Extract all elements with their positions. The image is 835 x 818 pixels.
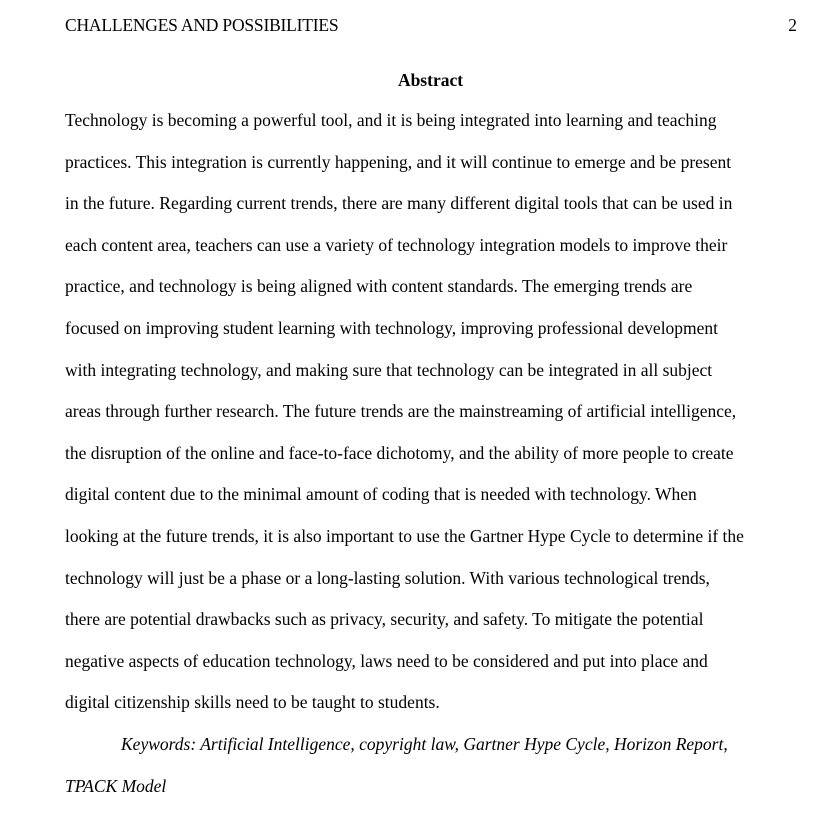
abstract-line: focused on improving student learning with technology, improving professional development bbox=[65, 317, 719, 338]
abstract-line: negative aspects of education technology, laws need to be considered and put into place and bbox=[65, 650, 708, 671]
abstract-line: Technology is becoming a powerful tool, and it is being integrated into learning and teaching bbox=[65, 110, 717, 130]
abstract-heading: Abstract bbox=[397, 70, 464, 90]
running-head: CHALLENGES AND POSSIBILITIES bbox=[65, 15, 339, 35]
abstract-body bbox=[65, 100, 825, 724]
abstract-line: there are potential drawbacks such as privacy, security, and safety. To mitigate the potential bbox=[65, 609, 704, 630]
abstract-line: each content area, teachers can use a variety of technology integration models to improve their bbox=[65, 234, 728, 255]
abstract-line: in the future. Regarding current trends, there are many different digital tools that can be used in bbox=[65, 193, 733, 214]
keywords-line-2: TPACK Model bbox=[65, 775, 167, 796]
abstract-line: technology will just be a phase or a long-lasting solution. With various technological trends, bbox=[65, 567, 710, 588]
abstract-line: digital citizenship skills need to be taught to students. bbox=[65, 692, 440, 713]
keywords-line-1: Keywords: Artificial Intelligence, copyright law, Gartner Hype Cycle, Horizon Report, bbox=[121, 734, 728, 754]
page-number: 2 bbox=[788, 15, 797, 35]
abstract-line: practices. This integration is currently happening, and it will continue to emerge and be present bbox=[65, 151, 732, 172]
keywords bbox=[65, 724, 825, 807]
abstract-line: digital content due to the minimal amount of coding that is needed with technology. When bbox=[65, 484, 697, 505]
abstract-line: the disruption of the online and face-to-face dichotomy, and the ability of more people to create bbox=[65, 442, 734, 463]
abstract-line: practice, and technology is being aligned with content standards. The emerging trends are bbox=[65, 276, 693, 297]
abstract-line: looking at the future trends, it is also important to use the Gartner Hype Cycle to determine if the bbox=[65, 525, 744, 546]
abstract-line: with integrating technology, and making sure that technology can be integrated in all subject bbox=[65, 359, 713, 380]
abstract-line: areas through further research. The future trends are the mainstreaming of artificial intelligence, bbox=[65, 401, 737, 422]
